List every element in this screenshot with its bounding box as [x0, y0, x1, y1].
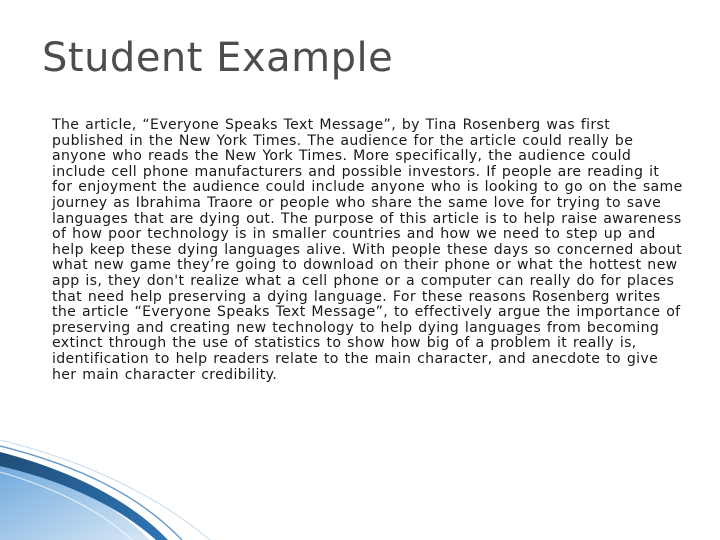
slide-body-text: The article, “Everyone Speaks Text Message”, by Tina Rosenberg was first published in the New York Times. The audience for the article could really be anyone who reads the New York Times. More specifically, the audience could include cell phone manufacturers and possible investors. If people are reading it for enjoyment the audience could include anyone who is looking to go on the same journey as Ibrahima Traore or people who share the same love for trying to save languages that are dying out. The purpose of this article is to help raise awareness of how poor technology is in smaller countries and how we need to step up and help keep these dying languages alive. With people these days so concerned about what new game they’re going to download on their phone or what the hottest new app is, they don't realize what a cell phone or a computer can really do for places that need help preserving a dying language. For these reasons Rosenberg writes the article “Everyone Speaks Text Message”, to effectively argue the importance of preserving and creating new technology to help dying languages from becoming extinct through the use of statistics to show how big of a problem it really is, identification to help readers relate to the main character, and anecdote to give her main character credibility. [52, 117, 683, 383]
wave-band-dark [0, 452, 168, 540]
wave-line-far [0, 440, 210, 540]
slide-title: Student Example [42, 35, 394, 81]
wave-line-outer [0, 446, 182, 540]
wave-band-light [0, 462, 150, 540]
wave-line-thin [0, 472, 132, 540]
